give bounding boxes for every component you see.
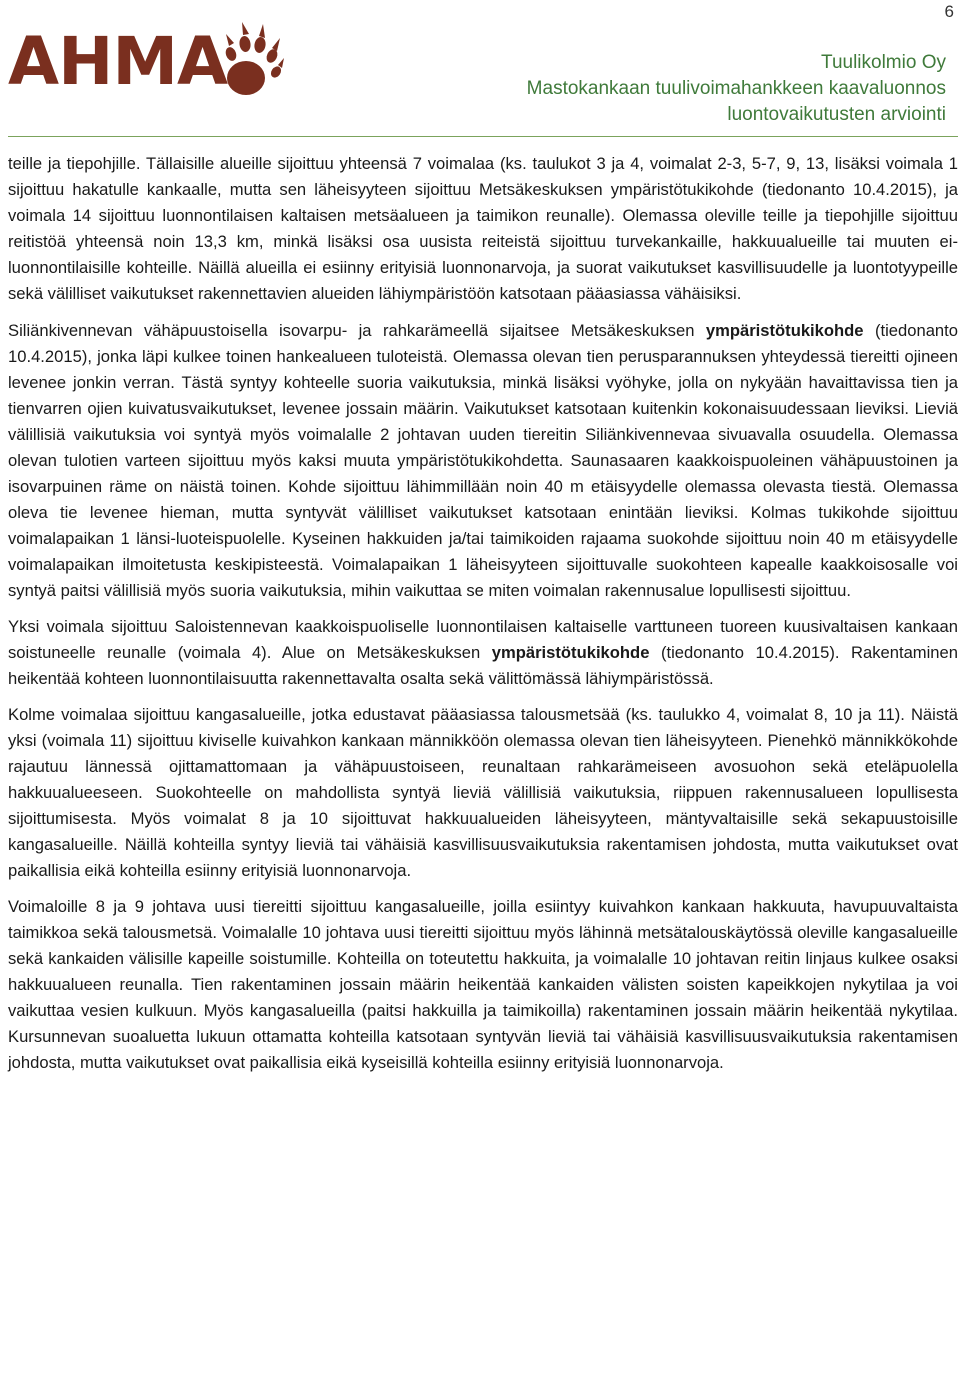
paragraph-5: Voimaloille 8 ja 9 johtava uusi tiereitti sijoittuu kangasalueille, joilla esiintyy kuivahkon kankaan hakkuuta, havupuuvaltaista taimikkoa sekä talousmetsä. Voimalalle 10 johtava uusi tiereitti sijoittuu myös lähinnä metsätalouskäytössä oleville kangasalueille sekä kankaiden välisille kapeille soistumille. Kohteilla on toteutettu hakkuita, ja voimalalle 10 johtavan reitin linjaus kulkee osaksi hakkuualueen reunalla. Tien rakentaminen jossain määrin heikentää kankaiden välisten soisten kapeikkojen nykytilaa ja voi vaikuttaa vesien kulkuun. Myös kangasalueilla (paitsi hakkuilla ja taimikoilla) rakentaminen jossain määrin heikentää nykytilaa. Kursunnevan suoaluetta lukuun ottamatta kohteilla katsotaan syntyvän lieviä tai vähäisiä kasvillisuusvaikutuksia rakentamisen johdosta, mutta vaikutukset ovat paikallisia eikä kyseisillä kohteilla esiinny erityisiä luonnonarvoja. bbox=[8, 897, 958, 1072]
paragraph-2 bbox=[8, 318, 958, 604]
paragraph-3-text-a: Yksi voimala sijoittuu Saloistennevan kaakkoispuoliselle luonnontilaisen kaltaiselle varttuneen tuoreen kuusivaltaisen kankaan soistuneelle reunalle (voimala 4). Alue on Metsäkeskuksen bbox=[8, 617, 958, 662]
paw-print-icon bbox=[224, 20, 284, 104]
paragraph-3-bold-term: ympäristötukikohde bbox=[491, 643, 650, 662]
paragraph-2-text-a: Siliänkivennevan vähäpuustoisella isovarpu- ja rahkarämeellä sijaitsee Metsäkeskuksen bbox=[8, 321, 706, 340]
paragraph-4: Kolme voimalaa sijoittuu kangasalueille, jotka edustavat pääasiassa talousmetsää (ks. taulukko 4, voimalat 8, 10 ja 11). Näistä yksi (voimala 11) sijoittuu kiviselle kuivahkon kankaan männikköön olemassa olevan tien läheisyyteen. Pienehkö männikkökohde rajautuu lännessä ojittamattomaan ja vähäpuustoiseen, reunaltaan rahkarämeiseen avosuohon sekä eteläpuolella hakkuualueeseen. Suokohteelle on mahdollista syntyä lieviä välillisiä vaikutuksia, riippuen rakennusalueen lopullisesta sijoittumisesta. Myös voimalat 8 ja 10 sijoittuvat hakkuualueiden läheisyyteen, mäntyvaltaisille sekä sekapuustoisille kangasalueille. Näillä kohteilla syntyy lieviä tai vähäisiä kasvillisuusvaikutuksia rakentamisen johdosta, mutta vaikutukset ovat paikallisia eikä kohteilla esiinny erityisiä luonnonarvoja. bbox=[8, 705, 958, 880]
paragraph-1: teille ja tiepohjille. Tällaisille alueille sijoittuu yhteensä 7 voimalaa (ks. taulukot 3 ja 4, voimalat 2-3, 5-7, 9, 13, lisäksi voimala 1 sijoittuu hakatulle kankaalle, mutta sen läheisyyteen sijoittuu Metsäkeskuksen ympäristötukikohde (tiedonanto 10.4.2015), ja voimala 14 sijoittuu luonnontilaisen kaltaisen metsäalueen ja taimikon reunalle). Olemassa oleville teille ja tiepohjille sijoittuu reitistöä yhteensä noin 13,3 km, minkä lisäksi osa uusista reiteistä sijoittuu turvekankaille, hakkuualueille tai muuten ei-luonnontilaisille kohteille. Näillä alueilla ei esiinny erityisiä luonnonarvoja, ja suorat vaikutukset kasvillisuudelle ja luontotyypeille sekä välilliset vaikutukset rakennettavien alueiden lähiympäristöön katsotaan pääasiassa vähäisiksi. bbox=[8, 154, 958, 303]
page-header bbox=[0, 0, 960, 140]
project-title-line-1: Mastokankaan tuulivoimahankkeen kaavaluonnos bbox=[526, 78, 946, 99]
project-title-line-2: luontovaikutusten arviointi bbox=[727, 104, 946, 125]
company-name: Tuulikolmio Oy bbox=[821, 52, 946, 73]
document-body bbox=[8, 151, 958, 1086]
page-number: 6 bbox=[944, 2, 954, 21]
header-project-info bbox=[527, 50, 946, 128]
ahma-logo bbox=[8, 20, 280, 104]
paragraph-3-text-b: (tiedonanto 10.4.2015). Rakentaminen heikentää kohteen luonnontilaisuutta rakennettavalta osalta sekä välittömässä lähiympäristössä. bbox=[8, 643, 958, 688]
paragraph-2-bold-term: ympäristötukikohde bbox=[705, 321, 864, 340]
paragraph-2-text-b: (tiedonanto 10.4.2015), jonka läpi kulkee toinen hankealueen tuloteistä. Olemassa olevan tien perusparannuksen yhteydessä tiereitti ojineen levenee jonkin verran. Tästä syntyy kohteelle suoria vaikutuksia, minkä lisäksi vyöhyke, jolla on nykyään havaittavissa tien ja tienvarren ojien kuivatusvaikutukset, levenee jossain määrin. Vaikutukset katsotaan kuitenkin kokonaisuudessaan lieviksi. Lieviä välillisiä vaikutuksia voi syntyä myös voimalalle 2 johtavan uuden tiereitin Siliänkivennevaa sivuavalla osuudella. Olemassa olevan tulotien varteen sijoittuu myös kaksi muuta ympäristötukikohdetta. Saunasaaren kaakkoispuoleinen vähäpuustoinen ja isovarpuinen räme on näistä toinen. Kohde sijoittuu lähimmillään noin 40 m etäisyydelle olemassa olevasta tiestä. Olemassa oleva tie levenee hieman, mutta syntyvät välilliset vaikutukset katsotaan enintään lieviksi. Kolmas tukikohde sijoittuu voimalapaikan 1 länsi-luoteispuolelle. Kyseinen hakkuiden ja/tai taimikoiden rajaama suokohde sijoittuu noin 40 m etäisyydelle voimalapaikan ilmoitetusta keskipisteestä. Voimalapaikan 1 läheisyyteen sijoittuvalle suokohteen kapealle kaakkoisosalle voi syntyä paitsi välillisiä myös suoria vaikutuksia, mihin vaikuttaa se miten voimalan rakennusalue lopullisesti sijoittuu. bbox=[8, 321, 958, 600]
header-divider bbox=[8, 136, 958, 137]
paragraph-3 bbox=[8, 614, 958, 692]
logo-text: AHMA bbox=[8, 23, 228, 100]
